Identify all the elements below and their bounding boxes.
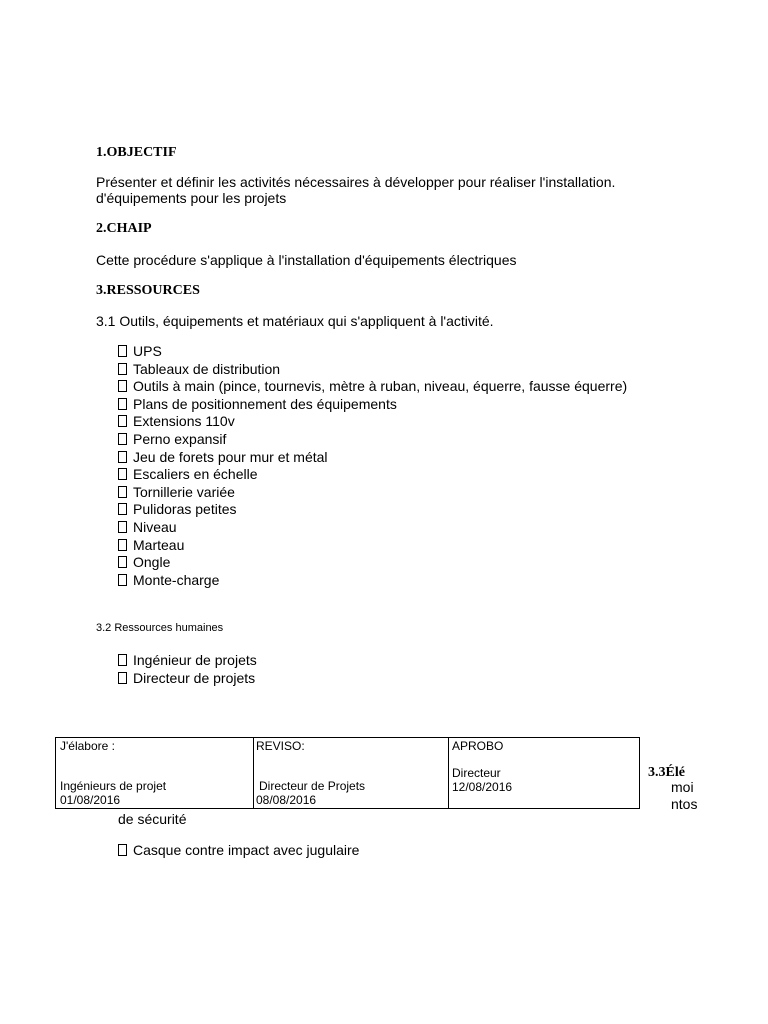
list-item: Niveau — [118, 519, 627, 537]
checkbox-square-icon — [118, 503, 127, 515]
elabore-cell — [56, 738, 254, 809]
elabore-title: J'élabore : — [60, 739, 115, 753]
checkbox-square-icon — [118, 539, 127, 551]
objectif-heading: 1.OBJECTIF — [96, 145, 177, 160]
checkbox-square-icon — [118, 486, 127, 498]
humans-list — [118, 652, 257, 687]
checkbox-square-icon — [118, 415, 127, 427]
ressources-heading: 3.RESSOURCES — [96, 283, 200, 298]
checkbox-square-icon — [118, 345, 127, 357]
list-item: Directeur de projets — [118, 670, 257, 688]
list-item: Marteau — [118, 537, 627, 555]
elements-heading-fragment-1: moi — [671, 779, 694, 795]
list-item: Monte-charge — [118, 572, 627, 590]
checkbox-square-icon — [118, 380, 127, 392]
aprobo-title: APROBO — [452, 739, 504, 753]
checkbox-square-icon — [118, 574, 127, 586]
list-item: Tornillerie variée — [118, 484, 627, 502]
elements-heading-continuation: de sécurité — [118, 811, 187, 827]
elabore-date: 01/08/2016 — [60, 793, 121, 807]
list-item: Jeu de forets pour mur et métal — [118, 449, 627, 467]
list-item: Escaliers en échelle — [118, 466, 627, 484]
signature-table — [55, 737, 640, 809]
checkbox-square-icon — [118, 672, 127, 684]
checkbox-square-icon — [118, 468, 127, 480]
chaip-text: Cette procédure s'applique à l'installation d'équipements électriques — [96, 252, 517, 268]
checkbox-square-icon — [118, 521, 127, 533]
list-item: Pulidoras petites — [118, 501, 627, 519]
checkbox-square-icon — [118, 433, 127, 445]
elements-heading-fragment-2: ntos — [671, 796, 698, 812]
list-item: Ingénieur de projets — [118, 652, 257, 670]
safety-items-list — [118, 842, 359, 860]
checkbox-square-icon — [118, 398, 127, 410]
checkbox-square-icon — [118, 844, 127, 856]
list-item: Perno expansif — [118, 431, 627, 449]
reviso-title: REVISO: — [256, 739, 305, 753]
reviso-role: Directeur de Projets — [259, 779, 366, 793]
checkbox-square-icon — [118, 654, 127, 666]
checkbox-square-icon — [118, 451, 127, 463]
list-item: Tableaux de distribution — [118, 361, 627, 379]
list-item: Ongle — [118, 554, 627, 572]
elements-heading: 3.3Élé — [648, 765, 685, 780]
aprobo-cell — [449, 738, 640, 809]
chaip-heading: 2.CHAIP — [96, 221, 152, 236]
objectif-text-line-1: Présenter et définir les activités nécessaires à développer pour réaliser l'installation. — [96, 174, 616, 190]
reviso-cell — [254, 738, 449, 809]
checkbox-square-icon — [118, 556, 127, 568]
list-item: Extensions 110v — [118, 413, 627, 431]
checkbox-square-icon — [118, 363, 127, 375]
elabore-role: Ingénieurs de projet — [60, 779, 167, 793]
ressources-subheading-tools: 3.1 Outils, équipements et matériaux qui s'appliquent à l'activité. — [96, 313, 494, 329]
list-item: UPS — [118, 343, 627, 361]
list-item: Outils à main (pince, tournevis, mètre à ruban, niveau, équerre, fausse équerre) — [118, 378, 627, 396]
list-item: Plans de positionnement des équipements — [118, 396, 627, 414]
objectif-text-line-2: d'équipements pour les projets — [96, 190, 287, 206]
aprobo-date: 12/08/2016 — [452, 780, 513, 794]
ressources-subheading-humans: 3.2 Ressources humaines — [96, 622, 224, 634]
aprobo-role: Directeur — [452, 766, 501, 780]
list-item: Casque contre impact avec jugulaire — [118, 842, 359, 860]
tools-list — [118, 343, 627, 589]
reviso-date: 08/08/2016 — [256, 793, 317, 807]
